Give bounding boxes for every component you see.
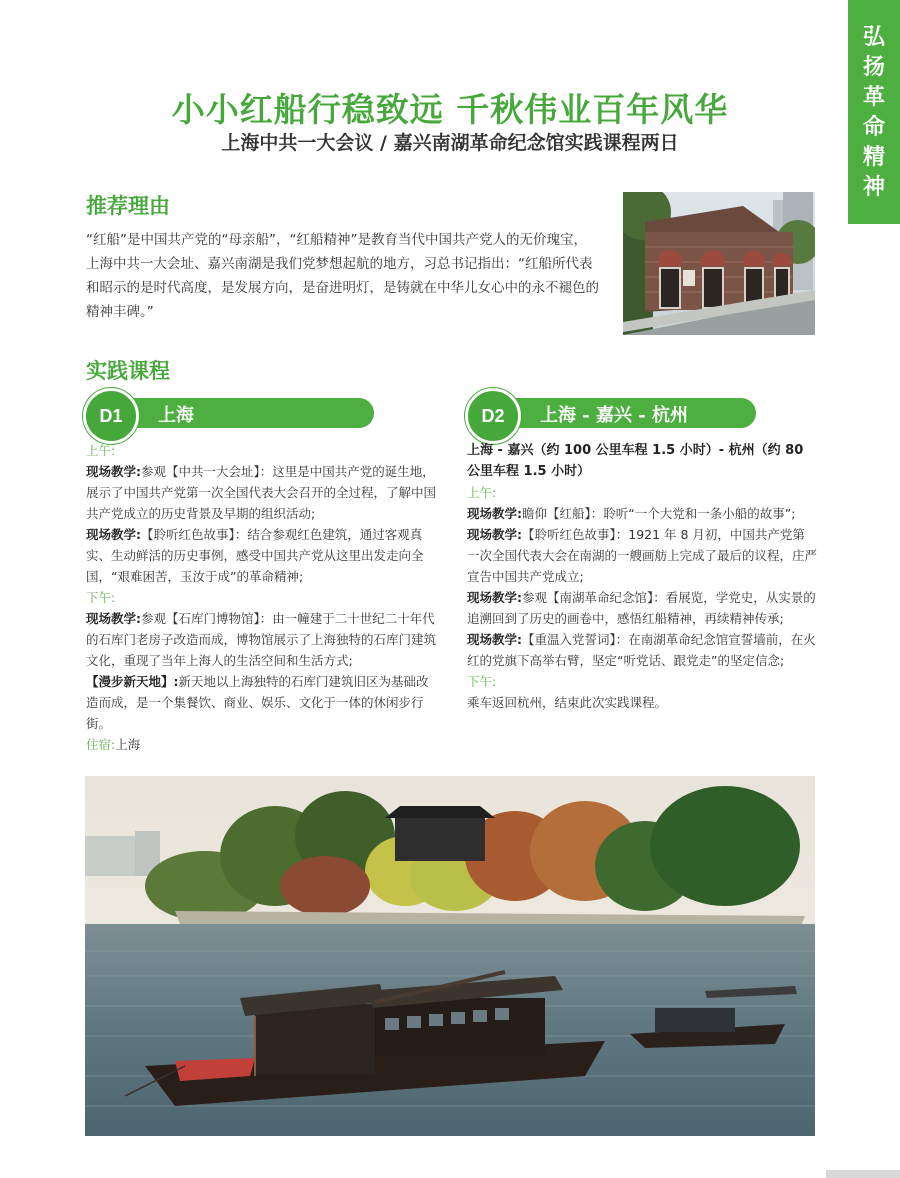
side-tab-char: 精 (862, 144, 885, 170)
day2-title: 上海 - 嘉兴 - 杭州 (540, 405, 689, 426)
list-item: 现场教学:【重温入党誓词】：在南湖革命纪念馆宣誓墙前，在火红的党旗下高举右臂，坚定“听党话、跟党走”的坚定信念; (467, 632, 816, 668)
day2-pm-text: 乘车返回杭州，结束此次实践课程。 (467, 695, 668, 710)
reason-heading: 推荐理由 (86, 193, 170, 218)
day1-content (86, 440, 436, 755)
side-tab-char: 扬 (862, 54, 885, 80)
list-item: 现场教学:参观【南湖革命纪念馆】：看展览，学党史，从实景的追溯回到了历史的画卷中，感悟红船精神，再续精神传承; (467, 590, 816, 626)
shikumen-building-photo (623, 192, 815, 335)
list-item: 现场教学:参观【石库门博物馆】：由一幢建于二十世纪二十年代的石库门老房子改造而成，博物馆展示了上海独特的石库门建筑文化，重现了当年上海人的生活空间和生活方式; (86, 611, 437, 668)
side-tab-char: 弘 (862, 24, 885, 50)
side-tab-char: 命 (862, 114, 885, 140)
day2-content (467, 440, 817, 713)
list-item: 现场教学:【聆听红色故事】：1921 年 8 月初，中国共产党第一次全国代表大会在南湖的一艘画舫上完成了最后的议程，庄严宣告中国共产党成立; (467, 527, 818, 584)
list-item: 现场教学:参观【中共一大会址】：这里是中国共产党的诞生地，展示了中国共产党第一次全国代表大会召开的全过程，了解中国共产党成立的历史背景及早期的组织活动; (86, 464, 437, 521)
day2-pm-label: 下午: (467, 674, 497, 689)
day1-am-label: 上午: (86, 443, 116, 458)
list-item: 现场教学:瞻仰【红船】：聆听“一个大党和一条小船的故事”; (467, 506, 796, 521)
day1-stay: 住宿:上海 (86, 737, 141, 752)
page-subtitle: 上海中共一大会议 / 嘉兴南湖革命纪念馆实践课程两日 (221, 132, 679, 154)
page-title: 小小红船行稳致远 千秋伟业百年风华 (171, 90, 729, 129)
day1-pm-label: 下午: (86, 590, 116, 605)
day1-badge: D1 (83, 388, 139, 444)
day2-badge: D2 (465, 388, 521, 444)
side-tab-char: 革 (862, 84, 885, 110)
side-tab-char: 神 (862, 174, 885, 200)
list-item: 现场教学:【聆听红色故事】：结合参观红色建筑，通过客观真实、生动鲜活的历史事例，感受中国共产党从这里出发走向全国，“艰难困苦，玉汝于成”的革命精神; (86, 527, 424, 584)
day2-am-label: 上午: (467, 485, 497, 500)
reason-text (86, 228, 600, 324)
red-boat-lake-photo (85, 776, 815, 1136)
day1-title: 上海 (158, 405, 194, 426)
practice-heading: 实践课程 (86, 358, 170, 383)
day2-route: 上海 - 嘉兴（约 100 公里车程 1.5 小时）- 杭州（约 80 公里车程 1.5 小时） (467, 443, 804, 479)
reason-paragraph: “红船”是中国共产党的“母亲船”，“红船精神”是教育当代中国共产党人的无价瑰宝，上海中共一大会址、嘉兴南湖是我们党梦想起航的地方，习总书记指出：“红船所代表和昭示的是时代高度，是发展方向，是奋进明灯，是铸就在中华儿女心中的永不褪色的精神丰碑。” (86, 232, 599, 320)
list-item: 【漫步新天地】:新天地以上海独特的石库门建筑旧区为基础改造而成，是一个集餐饮、商业、娱乐、文化于一体的休闲步行街。 (86, 674, 429, 731)
page-footer-bar (826, 1170, 900, 1178)
